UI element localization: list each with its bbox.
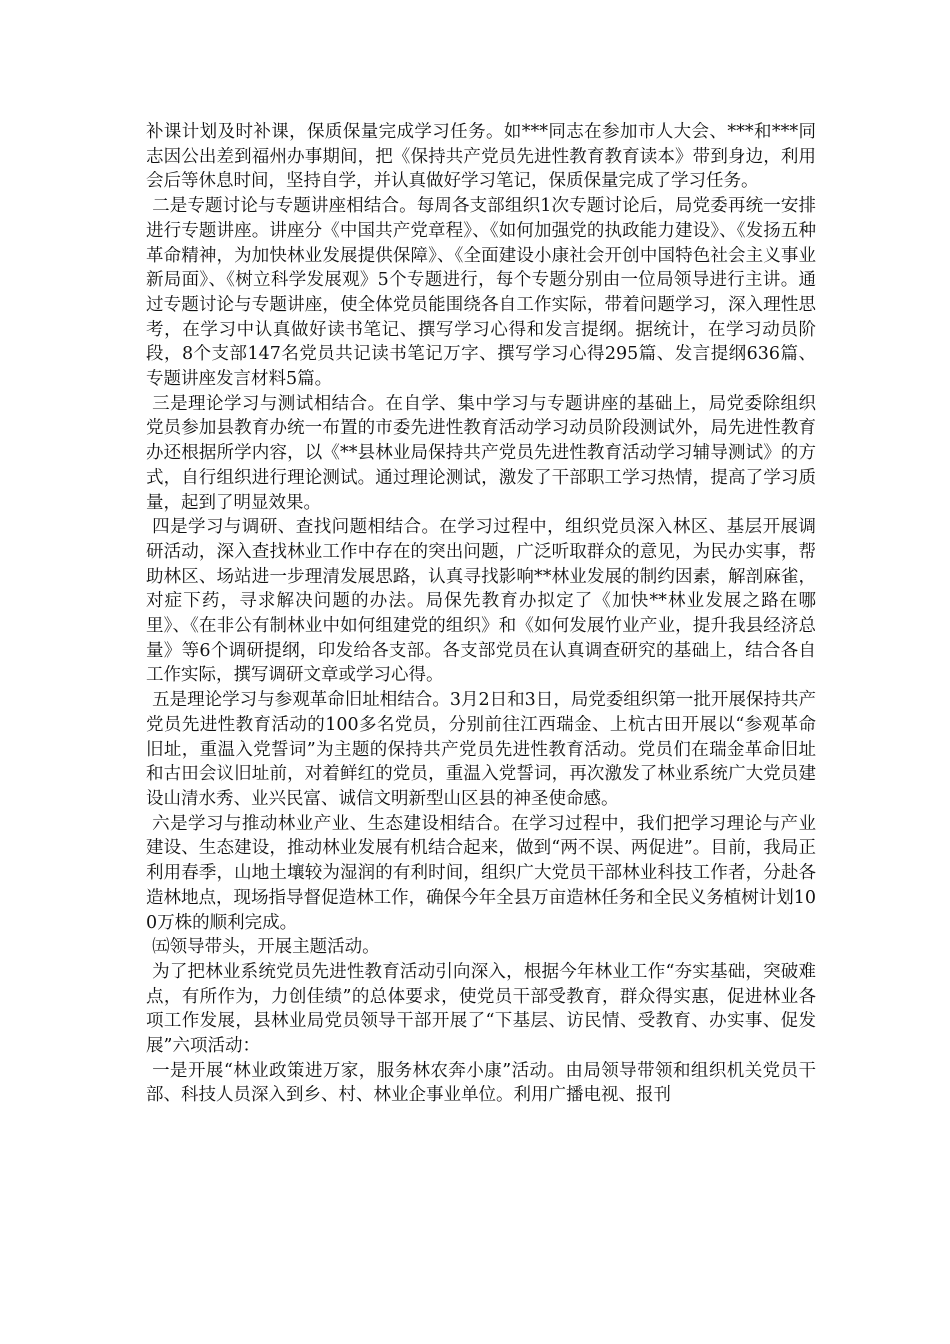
section-heading-leadership: ㈤领导带头，开展主题活动。 xyxy=(152,937,380,958)
paragraph-study-plan: 补课计划及时补课，保质保量完成学习任务。如***同志在参加市人大会、***和***同志因公出差到福州办事期间，把《保持共产党员先进性教育教育读本》带到身边，利用会后等休息时间，坚持自学，并认真做好学习笔记，保质保量完成了学习任务。 xyxy=(146,122,816,192)
document-body xyxy=(146,120,816,1108)
paragraph-research: 四是学习与调研、查找问题相结合。在学习过程中，组织党员深入林区、基层开展调研活动，深入查找林业工作中存在的突出问题，广泛听取群众的意见，为民办实事，帮助林区、场站进一步理清发展思路，认真寻找影响**林业发展的制约因素，解剖麻雀，对症下药，寻求解决问题的办法。局保先教育办拟定了《加快**林业发展之路在哪里》、《在非公有制林业中如何组建党的组织》和《如何发展竹业产业，提升我县经济总量》等6个调研提纲，印发给各支部。各支部党员在认真调查研究的基础上，结合各自工作实际，撰写调研文章或学习心得。 xyxy=(146,517,816,686)
paragraph-theory-testing: 三是理论学习与测试相结合。在自学、集中学习与专题讲座的基础上，局党委除组织党员参加县教育办统一布置的市委先进性教育活动学习动员阶段测试外，局先进性教育办还根据所学内容，以《**县林业局保持共产党员先进性教育活动学习辅导测试》的方式，自行组织进行理论测试。通过理论测试，激发了干部职工学习热情，提高了学习质量，起到了明显效果。 xyxy=(146,393,816,513)
paragraph-theme-activities: 为了把林业系统党员先进性教育活动引向深入，根据今年林业工作“夯实基础，突破难点，有所作为，力创佳绩”的总体要求，使党员干部受教育，群众得实惠，促进林业各项工作发展，县林业局党员领导干部开展了“下基层、访民情、受教育、办实事、促发展”六项活动： xyxy=(146,961,816,1057)
paragraph-policy-activity: 一是开展“林业政策进万家，服务林农奔小康”活动。由局领导带领和组织机关党员干部、科技人员深入到乡、村、林业企事业单位。利用广播电视、报刊 xyxy=(146,1060,816,1106)
paragraph-revolutionary-sites: 五是理论学习与参观革命旧址相结合。3月2日和3日，局党委组织第一批开展保持共产党员先进性教育活动的100多名党员，分别前往江西瑞金、上杭古田开展以“参观革命旧址，重温入党誓词”为主题的保持共产党员先进性教育活动。党员们在瑞金革命旧址和古田会议旧址前，对着鲜红的党员，重温入党誓词，再次激发了林业系统广大党员建设山清水秀、业兴民富、诚信文明新型山区县的神圣使命感。 xyxy=(146,690,816,809)
paragraph-forestry-industry: 六是学习与推动林业产业、生态建设相结合。在学习过程中，我们把学习理论与产业建设、生态建设，推动林业发展有机结合起来，做到“两不误、两促进”。目前，我局正利用春季，山地土壤较为湿润的有利时间，组织广大党员干部林业科技工作者，分赴各造林地点，现场指导督促造林工作，确保今年全县万亩造林任务和全民义务植树计划100万株的顺利完成。 xyxy=(146,813,816,933)
paragraph-topic-lectures: 二是专题讨论与专题讲座相结合。每周各支部组织1次专题讨论后，局党委再统一安排进行专题讲座。讲座分《中国共产党章程》、《如何加强党的执政能力建设》、《发扬五种革命精神，为加快林业发展提供保障》、《全面建设小康社会开创中国特色社会主义事业新局面》、《树立科学发展观》5个专题进行，每个专题分别由一位局领导进行主讲。通过专题讨论与专题讲座，使全体党员能围绕各自工作实际，带着问题学习，深入理性思考，在学习中认真做好读书笔记、撰写学习心得和发言提纲。据统计，在学习动员阶段，8个支部147名党员共记读书笔记万字、撰写学习心得295篇、发言提纲636篇、专题讲座发言材料5篇。 xyxy=(146,196,816,390)
